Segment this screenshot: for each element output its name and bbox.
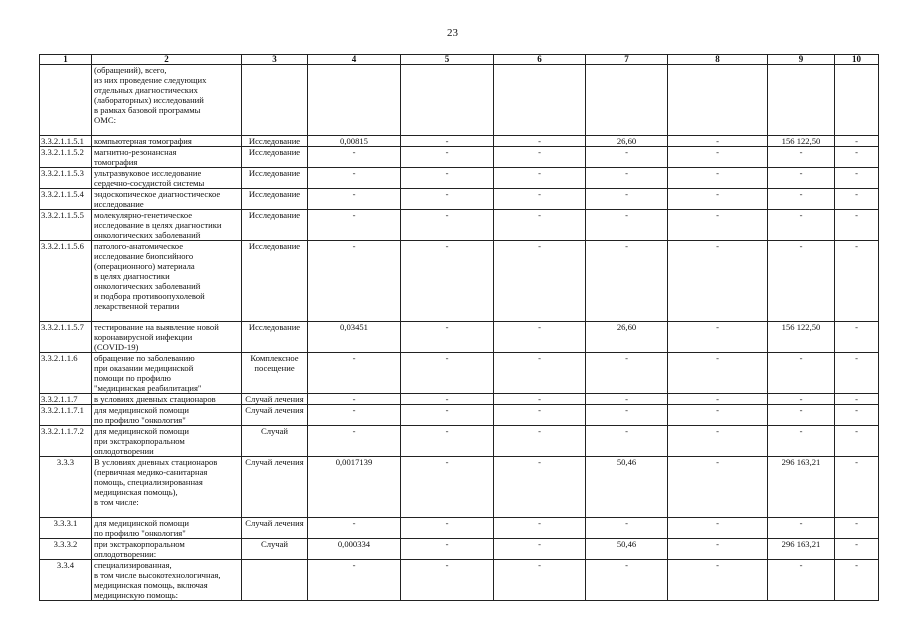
- header-cell: 10: [835, 55, 879, 65]
- table-row: [40, 189, 879, 210]
- table-row: [40, 136, 879, 147]
- row-name: (обращений), всего, из них проведение следующих отдельных диагностических (лабораторных) исследований в рамках базовой программы ОМС:: [92, 65, 242, 136]
- value-col-8: -: [668, 539, 768, 560]
- value-col-9: 296 163,21: [768, 539, 835, 560]
- value-col-9: -: [768, 189, 835, 210]
- value-col-4: -: [308, 210, 401, 241]
- table-row: [40, 147, 879, 168]
- table-row: [40, 457, 879, 518]
- value-col-7: 26,60: [586, 136, 668, 147]
- row-name: ультразвуковое исследование сердечно-сосудистой системы: [92, 168, 242, 189]
- value-col-8: [668, 65, 768, 136]
- value-col-8: -: [668, 168, 768, 189]
- value-col-8: -: [668, 426, 768, 457]
- table-row: [40, 539, 879, 560]
- value-col-8: -: [668, 560, 768, 601]
- value-col-4: 0,0017139: [308, 457, 401, 518]
- row-name: для медицинской помощи по профилю "онкология": [92, 405, 242, 426]
- value-col-10: -: [835, 322, 879, 353]
- value-col-5: [401, 65, 494, 136]
- value-col-4: 0,03451: [308, 322, 401, 353]
- row-unit: Исследование: [242, 210, 308, 241]
- value-col-10: -: [835, 518, 879, 539]
- table-row: [40, 394, 879, 405]
- table-row: [40, 168, 879, 189]
- table-row: [40, 353, 879, 394]
- header-cell: 4: [308, 55, 401, 65]
- table-row: [40, 322, 879, 353]
- row-name: молекулярно-генетическое исследование в целях диагностики онкологических заболеваний: [92, 210, 242, 241]
- value-col-6: -: [494, 457, 586, 518]
- table-row: [40, 405, 879, 426]
- value-col-4: -: [308, 560, 401, 601]
- row-code: 3.3.2.1.1.5.1: [40, 136, 92, 147]
- value-col-10: -: [835, 560, 879, 601]
- row-unit: [242, 560, 308, 601]
- value-col-9: -: [768, 394, 835, 405]
- value-col-4: -: [308, 189, 401, 210]
- value-col-9: -: [768, 353, 835, 394]
- value-col-4: 0,00815: [308, 136, 401, 147]
- row-name: для медицинской помощи по профилю "онкология": [92, 518, 242, 539]
- value-col-9: -: [768, 147, 835, 168]
- value-col-6: -: [494, 560, 586, 601]
- value-col-7: -: [586, 147, 668, 168]
- value-col-4: -: [308, 168, 401, 189]
- value-col-10: [835, 65, 879, 136]
- value-col-8: -: [668, 518, 768, 539]
- value-col-9: -: [768, 241, 835, 322]
- row-unit: Комплексное посещение: [242, 353, 308, 394]
- value-col-9: [768, 65, 835, 136]
- value-col-9: 156 122,50: [768, 136, 835, 147]
- header-cell: 3: [242, 55, 308, 65]
- value-col-7: [586, 65, 668, 136]
- row-code: 3.3.2.1.1.5.3: [40, 168, 92, 189]
- value-col-10: -: [835, 539, 879, 560]
- value-col-8: -: [668, 353, 768, 394]
- value-col-5: -: [401, 322, 494, 353]
- row-code: 3.3.3: [40, 457, 92, 518]
- value-col-4: -: [308, 426, 401, 457]
- value-col-9: -: [768, 168, 835, 189]
- value-col-6: -: [494, 147, 586, 168]
- row-unit: [242, 65, 308, 136]
- value-col-4: [308, 65, 401, 136]
- value-col-5: -: [401, 518, 494, 539]
- row-unit: Исследование: [242, 322, 308, 353]
- value-col-7: 50,46: [586, 539, 668, 560]
- value-col-9: -: [768, 210, 835, 241]
- row-code: 3.3.2.1.1.7.1: [40, 405, 92, 426]
- value-col-5: -: [401, 560, 494, 601]
- table-row: [40, 241, 879, 322]
- value-col-7: -: [586, 189, 668, 210]
- value-col-10: -: [835, 210, 879, 241]
- value-col-9: 156 122,50: [768, 322, 835, 353]
- row-code: 3.3.4: [40, 560, 92, 601]
- value-col-6: -: [494, 539, 586, 560]
- value-col-8: -: [668, 147, 768, 168]
- value-col-6: -: [494, 394, 586, 405]
- row-name: обращение по заболеванию при оказании медицинской помощи по профилю "медицинская реабилитация": [92, 353, 242, 394]
- value-col-9: -: [768, 426, 835, 457]
- value-col-7: 26,60: [586, 322, 668, 353]
- value-col-5: -: [401, 210, 494, 241]
- row-unit: Случай лечения: [242, 405, 308, 426]
- row-name: компьютерная томография: [92, 136, 242, 147]
- value-col-10: -: [835, 394, 879, 405]
- table-row: [40, 65, 879, 136]
- value-col-8: -: [668, 394, 768, 405]
- row-name: в условиях дневных стационаров: [92, 394, 242, 405]
- value-col-7: -: [586, 353, 668, 394]
- value-col-5: -: [401, 241, 494, 322]
- value-col-9: -: [768, 405, 835, 426]
- value-col-7: -: [586, 394, 668, 405]
- header-row: [40, 55, 879, 65]
- value-col-5: -: [401, 426, 494, 457]
- value-col-10: -: [835, 457, 879, 518]
- value-col-8: -: [668, 210, 768, 241]
- value-col-10: -: [835, 241, 879, 322]
- value-col-8: -: [668, 136, 768, 147]
- row-code: 3.3.2.1.1.5.4: [40, 189, 92, 210]
- value-col-6: -: [494, 136, 586, 147]
- row-name: для медицинской помощи при экстракорпоральном оплодотворении: [92, 426, 242, 457]
- value-col-5: -: [401, 394, 494, 405]
- value-col-4: -: [308, 518, 401, 539]
- row-code: 3.3.2.1.1.5.2: [40, 147, 92, 168]
- header-cell: 2: [92, 55, 242, 65]
- header-cell: 6: [494, 55, 586, 65]
- row-code: [40, 65, 92, 136]
- row-unit: Случай лечения: [242, 394, 308, 405]
- header-cell: 1: [40, 55, 92, 65]
- page-number: 23: [447, 27, 458, 39]
- row-name: патолого-анатомическое исследование биопсийного (операционного) материала в целях диагностики онкологических заболеваний и подбора противоопухолевой лекарственной терапии: [92, 241, 242, 322]
- value-col-4: 0,000334: [308, 539, 401, 560]
- value-col-8: -: [668, 241, 768, 322]
- value-col-8: -: [668, 405, 768, 426]
- row-code: 3.3.2.1.1.6: [40, 353, 92, 394]
- value-col-5: -: [401, 136, 494, 147]
- row-unit: Исследование: [242, 136, 308, 147]
- value-col-10: -: [835, 353, 879, 394]
- table-row: [40, 560, 879, 601]
- data-table: [39, 54, 879, 601]
- value-col-6: -: [494, 210, 586, 241]
- header-cell: 8: [668, 55, 768, 65]
- value-col-6: -: [494, 322, 586, 353]
- value-col-5: -: [401, 353, 494, 394]
- row-name: магнитно-резонансная томография: [92, 147, 242, 168]
- value-col-10: -: [835, 147, 879, 168]
- value-col-5: -: [401, 405, 494, 426]
- row-name: В условиях дневных стационаров (первичная медико-санитарная помощь, специализированная медицинская помощь), в том числе:: [92, 457, 242, 518]
- header-cell: 9: [768, 55, 835, 65]
- value-col-5: -: [401, 457, 494, 518]
- row-unit: Исследование: [242, 168, 308, 189]
- row-unit: Исследование: [242, 241, 308, 322]
- table-row: [40, 518, 879, 539]
- header-cell: 7: [586, 55, 668, 65]
- table-row: [40, 426, 879, 457]
- row-code: 3.3.2.1.1.5.7: [40, 322, 92, 353]
- value-col-8: -: [668, 457, 768, 518]
- value-col-10: -: [835, 136, 879, 147]
- row-unit: Случай лечения: [242, 518, 308, 539]
- value-col-7: -: [586, 560, 668, 601]
- row-code: 3.3.2.1.1.7.2: [40, 426, 92, 457]
- value-col-7: 50,46: [586, 457, 668, 518]
- row-code: 3.3.2.1.1.5.5: [40, 210, 92, 241]
- row-unit: Исследование: [242, 189, 308, 210]
- row-code: 3.3.3.1: [40, 518, 92, 539]
- value-col-5: -: [401, 539, 494, 560]
- table-row: [40, 210, 879, 241]
- value-col-5: -: [401, 189, 494, 210]
- value-col-4: -: [308, 394, 401, 405]
- row-unit: Случай: [242, 426, 308, 457]
- value-col-7: -: [586, 210, 668, 241]
- row-code: 3.3.2.1.1.5.6: [40, 241, 92, 322]
- value-col-4: -: [308, 405, 401, 426]
- value-col-9: -: [768, 560, 835, 601]
- value-col-4: -: [308, 241, 401, 322]
- value-col-7: -: [586, 518, 668, 539]
- value-col-6: -: [494, 426, 586, 457]
- row-unit: Случай: [242, 539, 308, 560]
- row-name: тестирование на выявление новой коронавирусной инфекции (COVID-19): [92, 322, 242, 353]
- value-col-7: -: [586, 168, 668, 189]
- value-col-9: 296 163,21: [768, 457, 835, 518]
- value-col-7: -: [586, 241, 668, 322]
- value-col-8: -: [668, 322, 768, 353]
- row-name: при экстракорпоральном оплодотворении:: [92, 539, 242, 560]
- row-unit: Случай лечения: [242, 457, 308, 518]
- value-col-6: [494, 65, 586, 136]
- value-col-6: -: [494, 518, 586, 539]
- value-col-10: -: [835, 168, 879, 189]
- value-col-6: -: [494, 241, 586, 322]
- row-unit: Исследование: [242, 147, 308, 168]
- row-name: специализированная, в том числе высокотехнологичная, медицинская помощь, включая медицинскую помощь:: [92, 560, 242, 601]
- value-col-6: -: [494, 189, 586, 210]
- value-col-10: -: [835, 405, 879, 426]
- value-col-7: -: [586, 405, 668, 426]
- value-col-4: -: [308, 147, 401, 168]
- value-col-6: -: [494, 405, 586, 426]
- value-col-4: -: [308, 353, 401, 394]
- row-code: 3.3.2.1.1.7: [40, 394, 92, 405]
- value-col-6: -: [494, 353, 586, 394]
- value-col-10: -: [835, 189, 879, 210]
- row-code: 3.3.3.2: [40, 539, 92, 560]
- value-col-10: -: [835, 426, 879, 457]
- value-col-8: -: [668, 189, 768, 210]
- value-col-6: -: [494, 168, 586, 189]
- value-col-9: -: [768, 518, 835, 539]
- value-col-5: -: [401, 168, 494, 189]
- row-name: эндоскопическое диагностическое исследование: [92, 189, 242, 210]
- value-col-5: -: [401, 147, 494, 168]
- value-col-7: -: [586, 426, 668, 457]
- header-cell: 5: [401, 55, 494, 65]
